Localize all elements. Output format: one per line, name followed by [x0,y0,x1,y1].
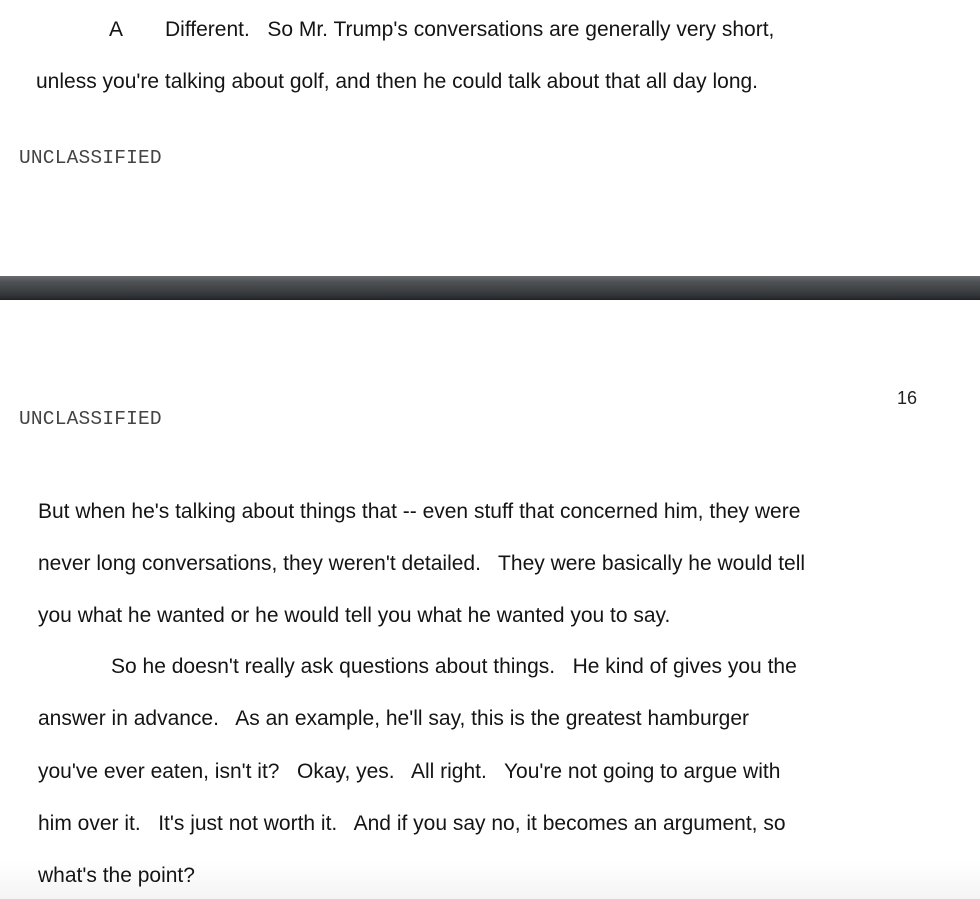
transcript-line: answer in advance. As an example, he'll say, this is the greatest hamburger [38,707,749,730]
page-number: 16 [897,388,918,408]
transcript-line: But when he's talking about things that -- even stuff that concerned him, they were [38,500,801,523]
transcript-line: you what he wanted or he would tell you what he wanted you to say. [38,604,671,627]
page-separator [0,276,980,300]
transcript-line: him over it. It's just not worth it. And if you say no, it becomes an argument, so [38,812,786,835]
transcript-line: Different. So Mr. Trump's conversations are generally very short, [165,18,775,41]
transcript-line: what's the point? [38,864,195,887]
classification-marking-footer: UNCLASSIFIED [19,147,162,169]
transcript-line: never long conversations, they weren't detailed. They were basically he would tell [38,552,806,575]
classification-marking-header: UNCLASSIFIED [19,408,162,430]
transcript-line: unless you're talking about golf, and then he could talk about that all day long. [36,70,759,93]
transcript-line: you've ever eaten, isn't it? Okay, yes. All right. You're not going to argue with [38,760,781,783]
transcript-line: So he doesn't really ask questions about things. He kind of gives you the [111,655,797,678]
transcript-page-top [0,0,980,276]
transcript-page-bottom [0,300,980,899]
speaker-label: A [109,18,124,41]
